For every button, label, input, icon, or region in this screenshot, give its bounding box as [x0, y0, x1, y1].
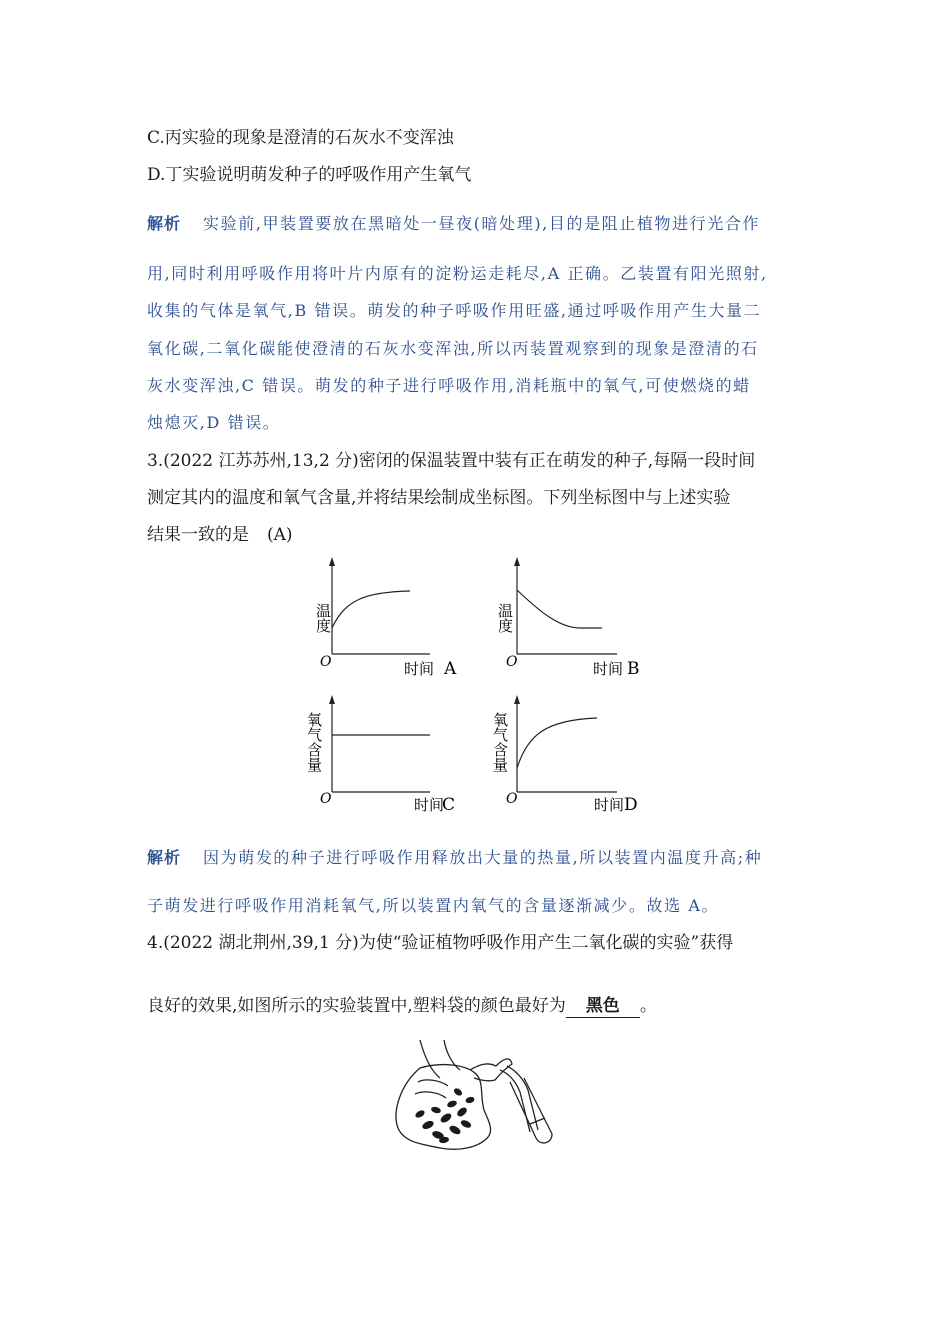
- graph-a-xlabel: 时间: [404, 660, 435, 678]
- analysis-label: 解析: [147, 214, 182, 233]
- option-c: C.丙实验的现象是澄清的石灰水不变浑浊: [147, 128, 454, 148]
- graph-b: [496, 557, 640, 679]
- question-3-line-3: 结果一致的是 (A): [147, 525, 293, 545]
- analysis-1-line-6: 烛熄灭,D 错误。: [147, 413, 281, 432]
- graph-c: [305, 695, 455, 815]
- graph-c-origin: O: [320, 791, 332, 807]
- graph-c-letter: C: [442, 795, 456, 815]
- plant-leaves: [414, 1087, 475, 1144]
- analysis-1-line-4: 氧化碳,二氧化碳能使澄清的石灰水变浑浊,所以丙装置观察到的现象是澄清的石: [147, 339, 759, 358]
- question-4-answer: 黑色: [566, 995, 640, 1018]
- graph-b-origin: O: [506, 654, 518, 670]
- graph-c-xlabel: 时间: [414, 796, 445, 814]
- analysis-1-line-3: 收集的气体是氧气,B 错误。萌发的种子呼吸作用旺盛,通过呼吸作用产生大量二: [147, 301, 762, 320]
- question-4-line-2: 良好的效果,如图所示的实验装置中,塑料袋的颜色最好为 黑色 。: [147, 996, 657, 1016]
- graph-d-ylabel: 氧气含量: [491, 712, 509, 772]
- graph-a-ylabel: 温度: [314, 603, 332, 633]
- analysis-1-line-5: 灰水变浑浊,C 错误。萌发的种子进行呼吸作用,消耗瓶中的氧气,可使燃烧的蜡: [147, 376, 751, 395]
- graph-a-letter: A: [444, 659, 457, 679]
- graph-c-ylabel: 氧气含量: [305, 712, 323, 772]
- question-3-line-1: 3.(2022 江苏苏州,13,2 分)密闭的保温装置中装有正在萌发的种子,每隔一段时间: [147, 451, 756, 471]
- analysis-2-line-2: 子萌发进行呼吸作用消耗氧气,所以装置内氧气的含量逐渐减少。故选 A。: [147, 896, 720, 915]
- graph-b-ylabel: 温度: [496, 603, 514, 633]
- option-d: D.丁实验说明萌发种子的呼吸作用产生氧气: [147, 165, 472, 185]
- analysis-2-line-1: 解析 因为萌发的种子进行呼吸作用释放出大量的热量,所以装置内温度升高;种: [147, 848, 763, 867]
- graph-a-curve: [332, 591, 410, 628]
- analysis-1-line-2: 用,同时利用呼吸作用将叶片内原有的淀粉运走耗尽,A 正确。乙装置有阳光照射,: [147, 264, 768, 283]
- graph-b-curve: [517, 590, 602, 628]
- graph-d-curve: [517, 718, 597, 768]
- analysis-label-2: 解析: [147, 848, 182, 867]
- graph-d: [491, 695, 638, 815]
- graph-d-xlabel: 时间: [594, 796, 625, 814]
- graph-d-origin: O: [506, 791, 518, 807]
- graph-b-letter: B: [627, 659, 640, 679]
- question-4-line-1: 4.(2022 湖北荆州,39,1 分)为使“验证植物呼吸作用产生二氧化碳的实验”获得: [147, 933, 734, 953]
- graph-a: [314, 557, 457, 679]
- graph-b-xlabel: 时间: [593, 660, 624, 678]
- graph-a-origin: O: [320, 654, 332, 670]
- analysis-1-line-1: 解析 实验前,甲装置要放在黑暗处一昼夜(暗处理),目的是阻止植物进行光合作: [147, 214, 761, 233]
- plastic-bag-illustration: [396, 1040, 552, 1149]
- graph-d-letter: D: [624, 795, 638, 815]
- question-3-line-2: 测定其内的温度和氧气含量,并将结果绘制成坐标图。下列坐标图中与上述实验: [147, 488, 731, 508]
- question-3-answer: (A): [267, 525, 293, 545]
